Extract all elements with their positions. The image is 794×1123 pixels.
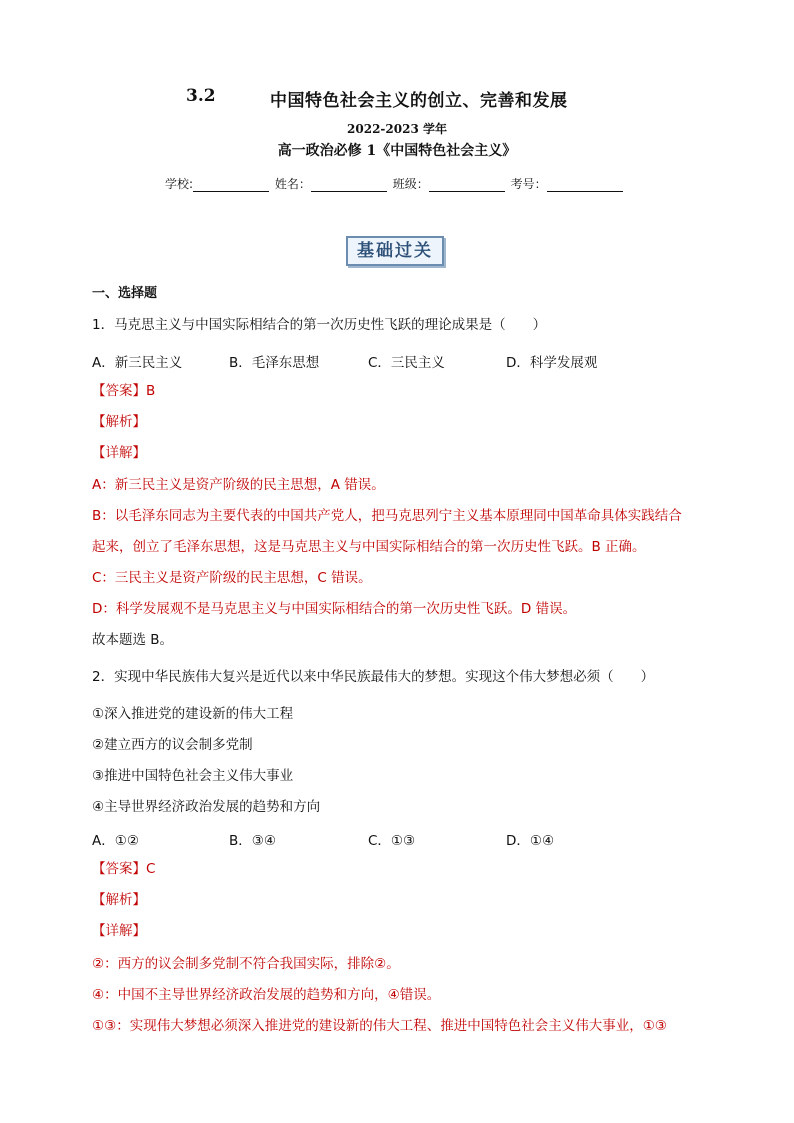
q2-detail-line: ④：中国不主导世界经济政治发展的趋势和方向，④错误。 [92,987,441,1003]
section-number: 3.2 [186,86,216,106]
class-label: 班级： [392,177,429,191]
q2-detail-line: ②：西方的议会制多党制不符合我国实际，排除②。 [92,956,400,972]
q1-detail-line: D：科学发展观不是马克思主义与中国实际相结合的第一次历史性飞跃。D 错误。 [92,601,577,617]
q1-answer-label: 【答案】 [92,383,146,399]
q1-detail-line: A：新三民主义是资产阶级的民主思想，A 错误。 [92,477,385,493]
q2-item: ②建立西方的议会制多党制 [92,737,253,753]
q2-answer-value: C [146,861,156,877]
q2-item: ④主导世界经济政治发展的趋势和方向 [92,799,321,815]
section-title: 一、选择题 [92,286,158,301]
q1-answer-value: B [146,383,156,399]
title-row [0,86,794,112]
q2-option-b: B．③④ [229,833,276,849]
q2-detail-line: ①③：实现伟大梦想必须深入推进党的建设新的伟大工程、推进中国特色社会主义伟大事业，①③ [92,1018,667,1034]
q2-option-c: C．①③ [368,833,416,849]
q1-answer [92,382,155,400]
q2-option-a: A．①② [92,833,139,849]
basic-level-badge [346,236,444,266]
q2-options [92,829,652,847]
q1-stem: 1．马克思主义与中国实际相结合的第一次历史性飞跃的理论成果是（ ） [92,317,547,333]
q1-detail-line: C：三民主义是资产阶级的民主思想，C 错误。 [92,570,372,586]
q1-conclusion: 故本题选 B。 [92,632,174,648]
q1-option-c: C．三民主义 [368,355,445,371]
q1-analysis-label: 【解析】 [92,414,146,430]
q1-option-d: D．科学发展观 [506,355,598,371]
q1-detail-line: B：以毛泽东同志为主要代表的中国共产党人，把马克思列宁主义基本原理同中国革命具体实践结合 [92,508,682,524]
badge-text: 基础过关 [357,241,433,261]
q1-detail-line: 起来，创立了毛泽东思想，这是马克思主义与中国实际相结合的第一次历史性飞跃。B 正确。 [92,539,646,555]
q2-stem: 2．实现中华民族伟大复兴是近代以来中华民族最伟大的梦想。实现这个伟大梦想必须（ ） [92,669,655,685]
exam-number-blank [547,178,623,192]
student-info-row [165,175,625,192]
q1-option-b: B．毛泽东思想 [229,355,320,371]
q2-detail-label: 【详解】 [92,923,146,939]
class-blank [429,178,505,192]
q2-option-d: D．①④ [506,833,555,849]
name-blank [311,178,387,192]
q2-item: ③推进中国特色社会主义伟大事业 [92,768,294,784]
q1-option-a: A．新三民主义 [92,355,183,371]
school-blank [193,178,269,192]
q2-answer-label: 【答案】 [92,861,146,877]
q2-answer [92,860,155,878]
q1-detail-label: 【详解】 [92,445,146,461]
page-title: 中国特色社会主义的创立、完善和发展 [270,91,568,111]
q1-options [92,351,652,369]
school-label: 学校: [165,177,194,191]
q2-item: ①深入推进党的建设新的伟大工程 [92,706,294,722]
q2-analysis-label: 【解析】 [92,892,146,908]
name-label: 姓名： [274,177,311,191]
course-name: 高一政治必修 1《中国特色社会主义》 [277,143,517,159]
exam-number-label: 考号： [510,177,547,191]
school-year: 2022-2023 学年 [347,122,447,136]
